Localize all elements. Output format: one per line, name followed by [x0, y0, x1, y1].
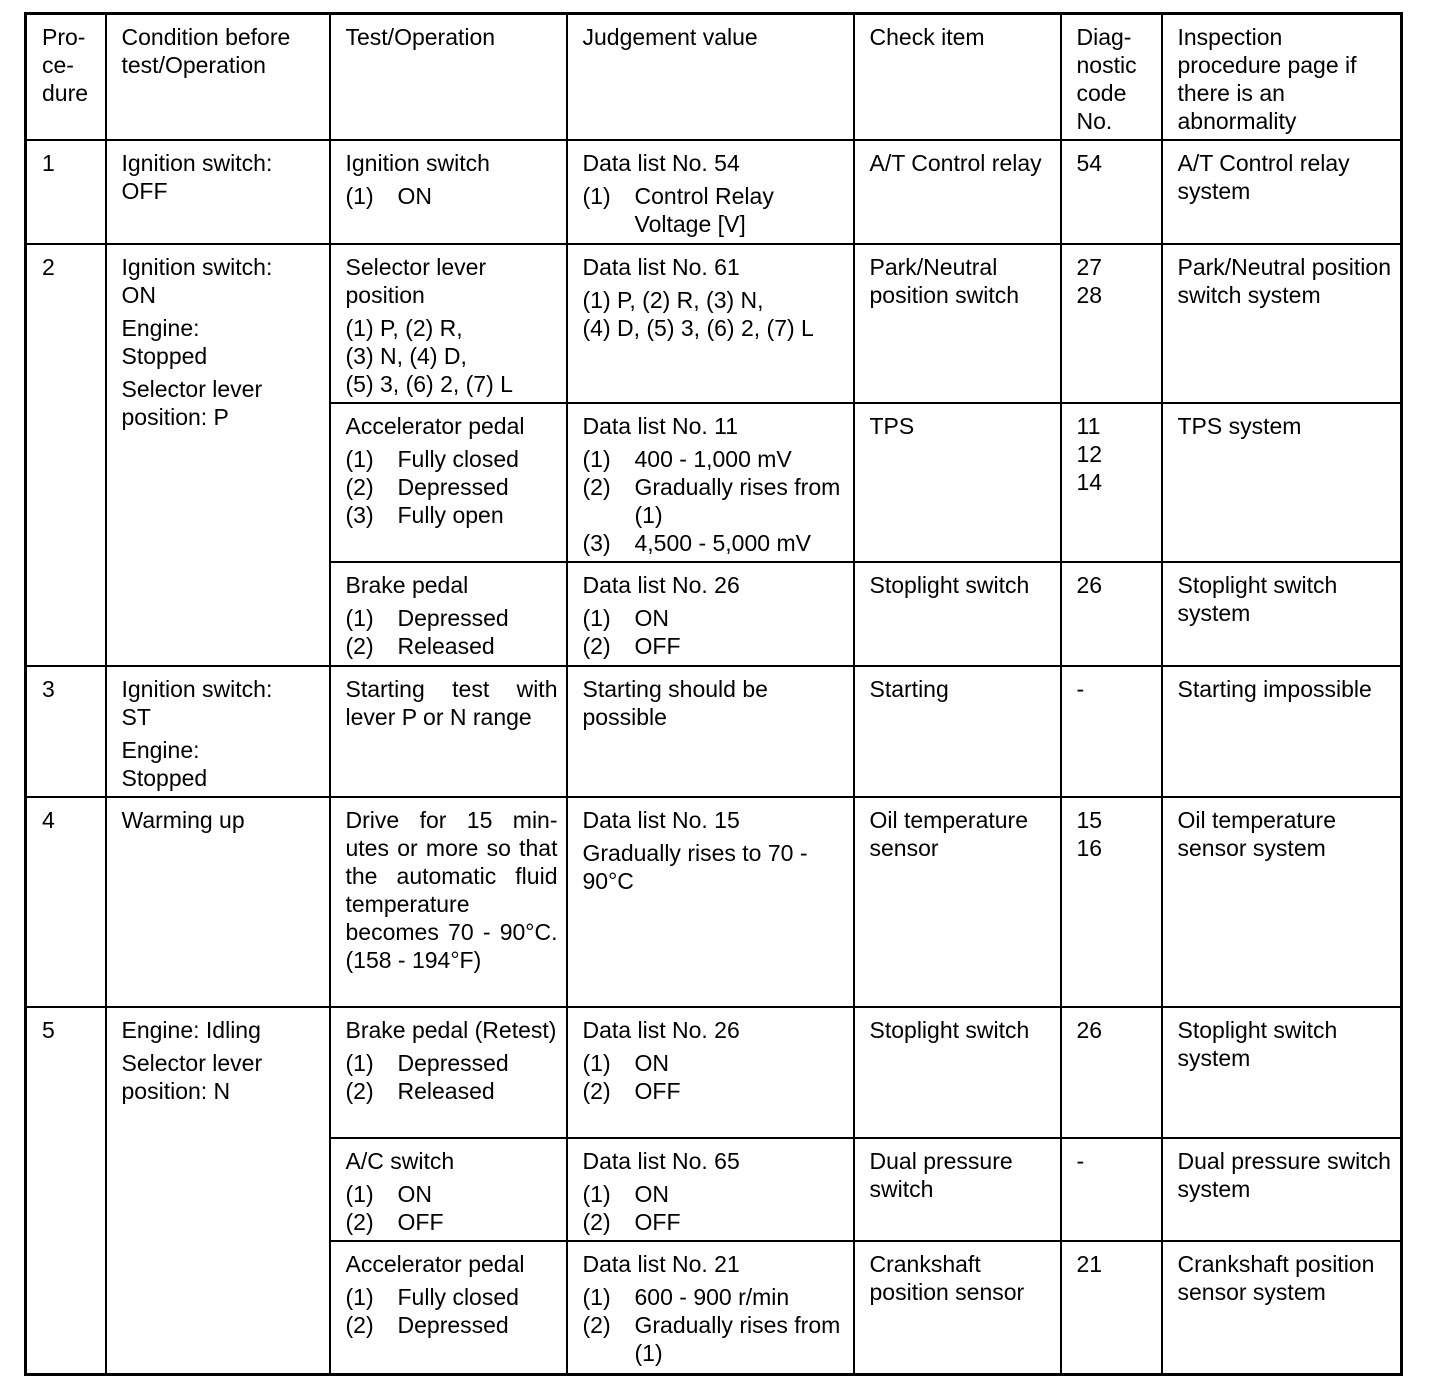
judgement-item-number: (2) — [582, 1312, 611, 1338]
test-item — [346, 1180, 558, 1208]
condition-text: Engine: Idling — [121, 1017, 261, 1043]
judgement-cell — [567, 797, 854, 1007]
test-item-number: (1) — [345, 1181, 374, 1207]
header-check — [854, 14, 1061, 141]
test-item-number: (2) — [345, 1209, 374, 1235]
judgement-item-number: (3) — [582, 530, 611, 556]
inspection-cell — [1162, 797, 1402, 1007]
inspection-text: Stoplight switch system — [1177, 572, 1338, 626]
test-item-text: ON — [397, 1181, 432, 1207]
judgement-item-text: 600 - 900 r/min — [634, 1284, 790, 1310]
check-item-cell — [854, 797, 1061, 1007]
judgement-item-text: OFF — [634, 1078, 681, 1104]
judgement-item-number: (2) — [582, 633, 611, 659]
judgement-item-text: ON — [634, 1050, 669, 1076]
header-inspection — [1162, 14, 1402, 141]
check-item-text: Crankshaft position sensor — [869, 1251, 1025, 1305]
test-item — [346, 1077, 558, 1105]
diagnostic-code: 14 — [1076, 469, 1103, 495]
inspection-cell — [1162, 1241, 1402, 1374]
test-line: (3) N, (4) D, — [345, 343, 467, 369]
judgement-item-number: (1) — [582, 605, 611, 631]
judgement-item — [583, 1208, 845, 1236]
judgement-cell — [567, 244, 854, 403]
diagnostic-code: 26 — [1076, 1017, 1103, 1043]
check-item-text: Stoplight switch — [869, 1017, 1030, 1043]
condition-text: Engine: Stopped — [121, 737, 208, 791]
test-item-number: (3) — [345, 502, 374, 528]
test-line: (5) 3, (6) 2, (7) L — [345, 371, 513, 397]
header-row — [26, 14, 1402, 141]
condition-cell — [106, 666, 330, 797]
condition-text: Ignition switch: ON — [121, 254, 273, 308]
diagnostic-code-cell — [1061, 666, 1162, 797]
table-row — [26, 797, 1402, 1007]
judgement-cell — [567, 1241, 854, 1374]
check-item-text: Stoplight switch — [869, 572, 1030, 598]
test-title: Accelerator pedal — [345, 1251, 525, 1277]
test-item-text: OFF — [397, 1209, 444, 1235]
condition-text: Warming up — [121, 807, 245, 833]
judgement-item — [583, 1311, 845, 1367]
test-item-text: Depressed — [397, 1050, 509, 1076]
diagnostic-code-cell — [1061, 403, 1162, 562]
judgement-item-number: (1) — [582, 1050, 611, 1076]
judgement-cell — [567, 1007, 854, 1138]
header-procedure-text: Pro- ce- dure — [42, 24, 89, 106]
table-row — [26, 666, 1402, 797]
check-item-text: Starting — [869, 676, 949, 702]
check-item-cell — [854, 403, 1061, 562]
judgement-item-text: 400 - 1,000 mV — [634, 446, 792, 472]
test-title: Brake pedal — [345, 572, 469, 598]
header-code — [1061, 14, 1162, 141]
check-item-cell — [854, 666, 1061, 797]
test-item — [346, 1208, 558, 1236]
judgement-item — [583, 1077, 845, 1105]
inspection-text: Oil temperature sensor system — [1177, 807, 1337, 861]
test-item-number: (1) — [345, 605, 374, 631]
test-title: Ignition switch — [345, 150, 490, 176]
inspection-text: Starting impossible — [1177, 676, 1372, 702]
judgement-item — [583, 604, 845, 632]
test-item — [346, 632, 558, 660]
test-line: (1) P, (2) R, — [345, 315, 463, 341]
header-procedure — [26, 14, 106, 141]
diagnostic-code: 15 — [1076, 807, 1103, 833]
procedure-number: 4 — [42, 807, 55, 833]
test-item — [346, 1311, 558, 1339]
judgement-title: Data list No. 11 — [582, 413, 739, 439]
test-title: Selector lever position — [345, 254, 487, 308]
header-check-text: Check item — [869, 24, 985, 50]
test-item-number: (1) — [345, 1284, 374, 1310]
inspection-cell — [1162, 140, 1402, 244]
judgement-item-text: OFF — [634, 1209, 681, 1235]
check-item-cell — [854, 1138, 1061, 1241]
procedure-number-cell — [26, 1007, 106, 1374]
diagnostic-code-cell — [1061, 140, 1162, 244]
check-item-text: Oil temperature sensor — [869, 807, 1029, 861]
judgement-item-number: (2) — [582, 474, 611, 500]
diagnostic-code-cell — [1061, 1138, 1162, 1241]
judgement-cell — [567, 1138, 854, 1241]
test-cell — [330, 562, 567, 666]
inspection-cell — [1162, 403, 1402, 562]
judgement-item-text: ON — [634, 605, 669, 631]
judgement-title: Data list No. 61 — [582, 254, 740, 280]
header-condition — [106, 14, 330, 141]
judgement-text: Starting should be possible — [582, 676, 768, 730]
judgement-item — [583, 182, 845, 238]
judgement-item — [583, 529, 845, 557]
check-item-cell — [854, 244, 1061, 403]
condition-text: Selector lever position: N — [121, 1050, 263, 1104]
test-item — [346, 1283, 558, 1311]
test-item-text: Fully closed — [397, 1284, 519, 1310]
condition-text: Ignition switch: OFF — [121, 150, 273, 204]
judgement-line: (1) P, (2) R, (3) N, — [582, 287, 764, 313]
inspection-text: Stoplight switch system — [1177, 1017, 1338, 1071]
judgement-item-text: 4,500 - 5,000 mV — [634, 530, 811, 556]
test-text: Drive for 15 min-utes or more so that the automatic fluid temperature becomes 70 - 90°C. (158 - 194°F) — [345, 807, 558, 973]
test-item-text: Fully closed — [397, 446, 519, 472]
condition-cell — [106, 244, 330, 666]
procedure-number-cell — [26, 797, 106, 1007]
judgement-item-number: (1) — [582, 1284, 611, 1310]
inspection-table — [24, 12, 1403, 1376]
diagnostic-code-cell — [1061, 1241, 1162, 1374]
inspection-cell — [1162, 562, 1402, 666]
inspection-text: TPS system — [1177, 413, 1302, 439]
diagnostic-code-cell — [1061, 562, 1162, 666]
procedure-number: 1 — [42, 150, 55, 176]
diagnostic-code-cell — [1061, 797, 1162, 1007]
diagnostic-code: - — [1076, 676, 1085, 702]
judgement-cell — [567, 562, 854, 666]
diagnostic-code: 26 — [1076, 572, 1103, 598]
procedure-number: 5 — [42, 1017, 55, 1043]
test-item — [346, 473, 558, 501]
test-item-text: Fully open — [397, 502, 504, 528]
condition-text: Ignition switch: ST — [121, 676, 273, 730]
diagnostic-code-cell — [1061, 244, 1162, 403]
judgement-line: (4) D, (5) 3, (6) 2, (7) L — [582, 315, 814, 341]
test-cell — [330, 1007, 567, 1138]
test-item-number: (2) — [345, 1312, 374, 1338]
judgement-title: Data list No. 54 — [582, 150, 740, 176]
check-item-text: Park/Neutral position switch — [869, 254, 1020, 308]
diagnostic-code: - — [1076, 1148, 1085, 1174]
judgement-text: Gradually rises to 70 - 90°C — [582, 840, 808, 894]
procedure-number-cell — [26, 244, 106, 666]
judgement-item-text: ON — [634, 1181, 669, 1207]
check-item-cell — [854, 1241, 1061, 1374]
inspection-cell — [1162, 1007, 1402, 1138]
judgement-item-text: OFF — [634, 633, 681, 659]
judgement-item-number: (1) — [582, 183, 611, 209]
test-cell — [330, 797, 567, 1007]
procedure-number-cell — [26, 666, 106, 797]
inspection-text: Crankshaft position sensor system — [1177, 1251, 1375, 1305]
judgement-item-text: Gradually rises from (1) — [634, 474, 841, 528]
inspection-cell — [1162, 244, 1402, 403]
diagnostic-code: 11 — [1076, 413, 1101, 439]
table-row — [26, 140, 1402, 244]
procedure-number-cell — [26, 140, 106, 244]
header-judgement-text: Judgement value — [582, 24, 758, 50]
judgement-item-text: Control Relay Voltage [V] — [634, 183, 774, 237]
check-item-text: Dual pressure switch — [869, 1148, 1013, 1202]
check-item-cell — [854, 562, 1061, 666]
test-item-number: (2) — [345, 1078, 374, 1104]
judgement-item — [583, 1049, 845, 1077]
test-item-number: (2) — [345, 633, 374, 659]
test-cell — [330, 244, 567, 403]
check-item-cell — [854, 140, 1061, 244]
condition-text: Selector lever position: P — [121, 376, 263, 430]
table-row — [26, 1007, 1402, 1138]
judgement-title: Data list No. 15 — [582, 807, 740, 833]
judgement-title: Data list No. 26 — [582, 572, 740, 598]
diagnostic-code-cell — [1061, 1007, 1162, 1138]
judgement-title: Data list No. 26 — [582, 1017, 740, 1043]
condition-cell — [106, 1007, 330, 1374]
test-item — [346, 182, 558, 210]
table-row — [26, 244, 1402, 403]
procedure-number: 3 — [42, 676, 55, 702]
header-condition-text: Condition before test/Operation — [121, 24, 291, 78]
test-cell — [330, 1138, 567, 1241]
test-item-text: Depressed — [397, 605, 509, 631]
test-title: Brake pedal (Retest) — [345, 1017, 557, 1043]
check-item-cell — [854, 1007, 1061, 1138]
test-item-number: (1) — [345, 1050, 374, 1076]
check-item-text: TPS — [869, 413, 915, 439]
judgement-item-number: (2) — [582, 1078, 611, 1104]
test-item — [346, 604, 558, 632]
judgement-title: Data list No. 21 — [582, 1251, 740, 1277]
header-test — [330, 14, 567, 141]
judgement-item — [583, 1180, 845, 1208]
judgement-cell — [567, 666, 854, 797]
judgement-item-number: (1) — [582, 1181, 611, 1207]
condition-cell — [106, 797, 330, 1007]
judgement-title: Data list No. 65 — [582, 1148, 740, 1174]
check-item-text: A/T Control relay — [869, 150, 1042, 176]
inspection-cell — [1162, 666, 1402, 797]
inspection-text: Park/Neutral position switch system — [1177, 254, 1391, 308]
test-item-number: (2) — [345, 474, 374, 500]
inspection-text: A/T Control relay system — [1177, 150, 1350, 204]
test-cell — [330, 140, 567, 244]
test-item-text: Released — [397, 633, 495, 659]
test-item — [346, 445, 558, 473]
test-item-text: Depressed — [397, 1312, 509, 1338]
test-title: A/C switch — [345, 1148, 455, 1174]
test-item-number: (1) — [345, 183, 374, 209]
test-cell — [330, 666, 567, 797]
test-item-text: Depressed — [397, 474, 509, 500]
condition-cell — [106, 140, 330, 244]
test-cell — [330, 403, 567, 562]
judgement-item-number: (1) — [582, 446, 611, 472]
test-item-number: (1) — [345, 446, 374, 472]
test-title: Accelerator pedal — [345, 413, 525, 439]
test-text: Starting test with lever P or N range — [345, 676, 558, 730]
judgement-item-number: (2) — [582, 1209, 611, 1235]
diagnostic-code: 21 — [1076, 1251, 1103, 1277]
header-judgement — [567, 14, 854, 141]
judgement-item — [583, 632, 845, 660]
test-item-text: Released — [397, 1078, 495, 1104]
test-cell — [330, 1241, 567, 1374]
diagnostic-code: 12 — [1076, 441, 1103, 467]
test-item — [346, 1049, 558, 1077]
procedure-number: 2 — [42, 254, 55, 280]
diagnostic-code: 16 — [1076, 835, 1103, 861]
judgement-cell — [567, 403, 854, 562]
inspection-cell — [1162, 1138, 1402, 1241]
test-item-text: ON — [397, 183, 432, 209]
judgement-cell — [567, 140, 854, 244]
header-test-text: Test/Operation — [345, 24, 496, 50]
test-item — [346, 501, 558, 529]
diagnostic-code: 28 — [1076, 282, 1103, 308]
diagnostic-code: 54 — [1076, 150, 1103, 176]
condition-text: Engine: Stopped — [121, 315, 208, 369]
header-inspection-text: Inspection procedure page if there is an abnormality — [1177, 24, 1357, 134]
inspection-text: Dual pressure switch system — [1177, 1148, 1391, 1202]
diagnostic-code: 27 — [1076, 254, 1103, 280]
judgement-item — [583, 445, 845, 473]
judgement-item-text: Gradually rises from (1) — [634, 1312, 841, 1366]
header-code-text: Diag- nostic code No. — [1076, 24, 1137, 134]
judgement-item — [583, 1283, 845, 1311]
judgement-item — [583, 473, 845, 529]
